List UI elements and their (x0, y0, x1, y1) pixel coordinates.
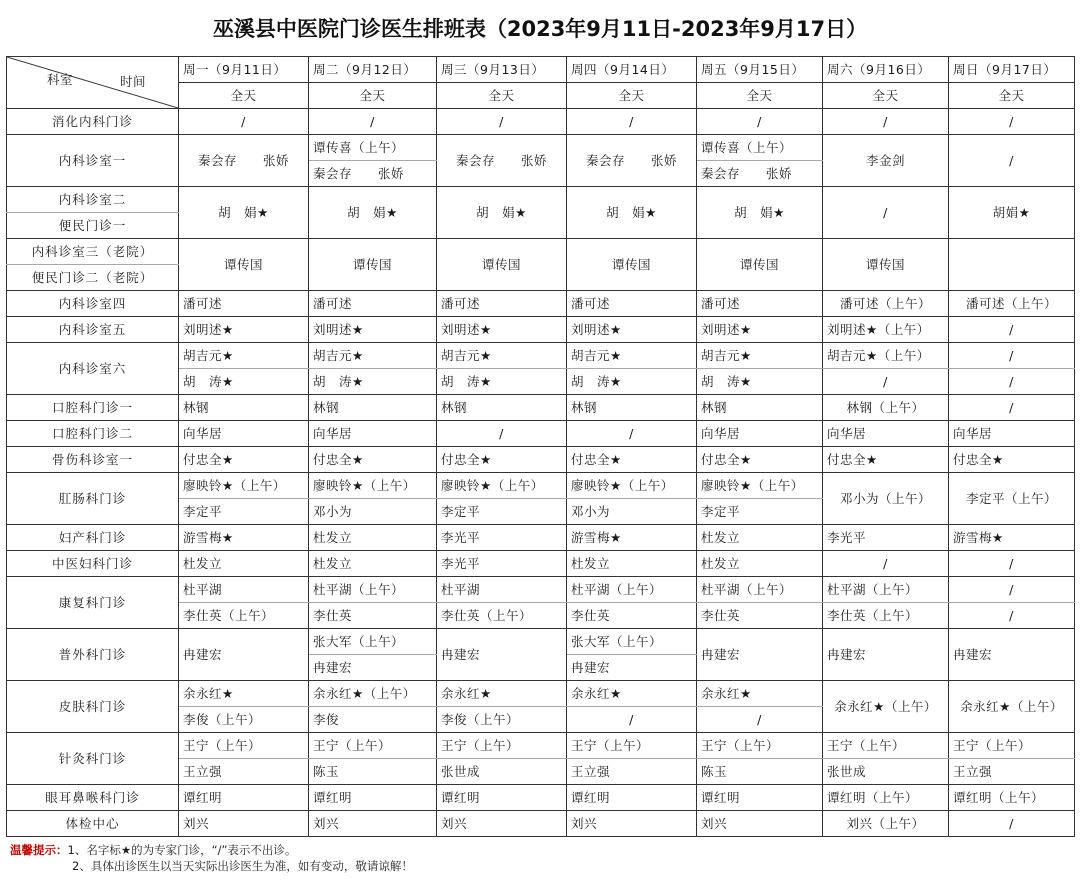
day-header: 周六（9月16日） (823, 57, 949, 83)
table-row (7, 811, 1075, 837)
schedule-cell: 冉建宏 (949, 629, 1075, 681)
schedule-cell: 李光平 (437, 551, 567, 577)
schedule-cell: / (949, 395, 1075, 421)
table-row (7, 629, 1075, 655)
schedule-cell: 陈玉 (309, 759, 437, 785)
note-text-1: 1、名字标★的为专家门诊，“/”表示不出诊。 (67, 843, 297, 857)
schedule-cell: 杜发立 (309, 551, 437, 577)
schedule-cell (949, 239, 1075, 291)
day-header: 周五（9月15日） (697, 57, 823, 83)
schedule-cell: 谭传国 (697, 239, 823, 291)
table-row (7, 343, 1075, 369)
schedule-cell: / (437, 109, 567, 135)
schedule-cell: 杜平湖（上午） (309, 577, 437, 603)
dept-label: 普外科门诊 (7, 629, 179, 681)
dept-label: 内科诊室一 (7, 135, 179, 187)
schedule-cell: 杜平湖 (179, 577, 309, 603)
table-row (7, 785, 1075, 811)
day-header: 周二（9月12日） (309, 57, 437, 83)
schedule-cell: 李光平 (823, 525, 949, 551)
schedule-cell: 李仕英 (309, 603, 437, 629)
schedule-cell: 游雪梅★ (949, 525, 1075, 551)
schedule-cell: 李定平（上午） (949, 473, 1075, 525)
schedule-cell: 向华居 (823, 421, 949, 447)
schedule-cell: 冉建宏 (697, 629, 823, 681)
schedule-cell: 冉建宏 (309, 655, 437, 681)
schedule-cell: 李定平 (697, 499, 823, 525)
schedule-cell: 廖映铃★（上午） (567, 473, 697, 499)
schedule-cell: 付忠全★ (697, 447, 823, 473)
schedule-cell: 谭红明（上午） (823, 785, 949, 811)
schedule-cell: 刘兴 (567, 811, 697, 837)
schedule-cell: 付忠全★ (949, 447, 1075, 473)
schedule-cell: / (823, 369, 949, 395)
schedule-cell: 余永红★ (437, 681, 567, 707)
schedule-cell: / (949, 135, 1075, 187)
schedule-cell: 胡 娟★ (567, 187, 697, 239)
schedule-cell: / (949, 551, 1075, 577)
period-cell: 全天 (949, 83, 1075, 109)
schedule-cell: 胡 涛★ (697, 369, 823, 395)
schedule-cell: 秦会存 张娇 (437, 135, 567, 187)
schedule-cell: / (949, 369, 1075, 395)
schedule-cell: 冉建宏 (437, 629, 567, 681)
schedule-cell: 向华居 (949, 421, 1075, 447)
schedule-cell: 胡 娟★ (697, 187, 823, 239)
schedule-cell: 胡 娟★ (309, 187, 437, 239)
schedule-cell: 邓小为（上午） (823, 473, 949, 525)
schedule-cell: 付忠全★ (309, 447, 437, 473)
schedule-cell: 刘兴 (697, 811, 823, 837)
dept-label: 康复科门诊 (7, 577, 179, 629)
schedule-table (6, 56, 1075, 837)
table-row (7, 577, 1075, 603)
dept-label: 中医妇科门诊 (7, 551, 179, 577)
schedule-cell: 邓小为 (567, 499, 697, 525)
schedule-cell: / (567, 421, 697, 447)
schedule-cell: 潘可述 (567, 291, 697, 317)
schedule-cell: / (697, 707, 823, 733)
schedule-cell: 刘兴 (437, 811, 567, 837)
schedule-cell: 王宁（上午） (179, 733, 309, 759)
schedule-cell: 杜发立 (309, 525, 437, 551)
schedule-cell: 李俊（上午） (179, 707, 309, 733)
day-header: 周日（9月17日） (949, 57, 1075, 83)
schedule-cell: / (567, 707, 697, 733)
schedule-cell: 廖映铃★（上午） (697, 473, 823, 499)
schedule-cell: 胡 涛★ (437, 369, 567, 395)
schedule-cell: 李仕英 (697, 603, 823, 629)
schedule-cell: / (567, 109, 697, 135)
schedule-cell: 刘明述★ (567, 317, 697, 343)
dept-label: 口腔科门诊二 (7, 421, 179, 447)
schedule-cell: 张大军（上午） (309, 629, 437, 655)
table-row (7, 187, 1075, 213)
schedule-cell: 冉建宏 (179, 629, 309, 681)
page-title: 巫溪县中医院门诊医生排班表（2023年9月11日-2023年9月17日） (212, 17, 868, 41)
dept-label: 肛肠科门诊 (7, 473, 179, 525)
schedule-cell: 向华居 (309, 421, 437, 447)
schedule-cell: 王立强 (567, 759, 697, 785)
schedule-cell: 谭传国 (179, 239, 309, 291)
schedule-cell: / (949, 343, 1075, 369)
note-line-1 (10, 842, 413, 858)
schedule-cell: 廖映铃★（上午） (437, 473, 567, 499)
schedule-cell: 李俊（上午） (437, 707, 567, 733)
schedule-cell: 谭红明（上午） (949, 785, 1075, 811)
dept-label: 妇产科门诊 (7, 525, 179, 551)
schedule-cell: 刘兴 (179, 811, 309, 837)
schedule-cell: 刘明述★ (309, 317, 437, 343)
schedule-cell: 李俊 (309, 707, 437, 733)
dept-label: 消化内科门诊 (7, 109, 179, 135)
schedule-cell: 谭红明 (309, 785, 437, 811)
schedule-cell: 秦会存 张娇 (179, 135, 309, 187)
schedule-cell: 潘可述 (437, 291, 567, 317)
schedule-cell: 谭传国 (437, 239, 567, 291)
schedule-cell: / (309, 109, 437, 135)
schedule-cell: 谭传国 (823, 239, 949, 291)
day-header: 周四（9月14日） (567, 57, 697, 83)
corner-cell (7, 57, 179, 109)
schedule-cell: 胡 涛★ (567, 369, 697, 395)
schedule-cell: 王宁（上午） (823, 733, 949, 759)
table-row (7, 109, 1075, 135)
schedule-cell: 廖映铃★（上午） (309, 473, 437, 499)
schedule-cell: 张世成 (437, 759, 567, 785)
period-cell: 全天 (179, 83, 309, 109)
schedule-cell: 胡 娟★ (179, 187, 309, 239)
schedule-cell: 潘可述 (179, 291, 309, 317)
schedule-cell: 杜平湖（上午） (823, 577, 949, 603)
schedule-cell: 谭红明 (697, 785, 823, 811)
schedule-cell: 刘明述★ (179, 317, 309, 343)
schedule-cell: 王宁（上午） (697, 733, 823, 759)
schedule-cell: 林钢 (567, 395, 697, 421)
dept-label: 便民门诊一 (7, 213, 179, 239)
schedule-cell: 杜发立 (179, 551, 309, 577)
schedule-cell: / (179, 109, 309, 135)
schedule-cell: 余永红★（上午） (823, 681, 949, 733)
dept-label: 内科诊室三（老院） (7, 239, 179, 265)
schedule-cell: 潘可述（上午） (949, 291, 1075, 317)
schedule-cell: 谭红明 (179, 785, 309, 811)
schedule-cell: 李金剑 (823, 135, 949, 187)
dept-label: 内科诊室五 (7, 317, 179, 343)
schedule-cell: 林钢 (697, 395, 823, 421)
schedule-cell: 刘兴（上午） (823, 811, 949, 837)
schedule-cell: 林钢 (437, 395, 567, 421)
schedule-cell: 谭传喜（上午） (697, 135, 823, 161)
schedule-cell: 谭传国 (567, 239, 697, 291)
schedule-cell: 余永红★（上午） (949, 681, 1075, 733)
schedule-cell: 王宁（上午） (949, 733, 1075, 759)
schedule-cell: 胡 涛★ (309, 369, 437, 395)
schedule-cell: 杜平湖（上午） (697, 577, 823, 603)
schedule-cell: 谭红明 (567, 785, 697, 811)
schedule-cell: 付忠全★ (567, 447, 697, 473)
schedule-cell: 王宁（上午） (309, 733, 437, 759)
schedule-cell: 胡娟★ (949, 187, 1075, 239)
table-row (7, 239, 1075, 265)
schedule-cell: 游雪梅★ (179, 525, 309, 551)
dept-label: 皮肤科门诊 (7, 681, 179, 733)
table-row (7, 551, 1075, 577)
schedule-cell: 潘可述 (309, 291, 437, 317)
schedule-cell: 付忠全★ (823, 447, 949, 473)
schedule-cell: 林钢（上午） (823, 395, 949, 421)
table-row (7, 473, 1075, 499)
schedule-cell: / (949, 317, 1075, 343)
schedule-cell: 胡 娟★ (437, 187, 567, 239)
schedule-cell: 王立强 (949, 759, 1075, 785)
table-row (7, 317, 1075, 343)
schedule-cell: / (949, 109, 1075, 135)
period-cell: 全天 (309, 83, 437, 109)
table-row (7, 525, 1075, 551)
schedule-cell: 杜发立 (697, 525, 823, 551)
schedule-cell: 杜发立 (697, 551, 823, 577)
notes (10, 842, 413, 874)
schedule-cell: 刘明述★ (697, 317, 823, 343)
schedule-cell: 陈玉 (697, 759, 823, 785)
schedule-cell: 余永红★ (567, 681, 697, 707)
day-header: 周三（9月13日） (437, 57, 567, 83)
schedule-cell: 余永红★ (179, 681, 309, 707)
schedule-cell: 李光平 (437, 525, 567, 551)
schedule-cell: 付忠全★ (179, 447, 309, 473)
schedule-cell: 付忠全★ (437, 447, 567, 473)
schedule-cell: 游雪梅★ (567, 525, 697, 551)
schedule-cell: 李仕英（上午） (823, 603, 949, 629)
dept-label: 体检中心 (7, 811, 179, 837)
schedule-cell: 邓小为 (309, 499, 437, 525)
schedule-cell: 李定平 (437, 499, 567, 525)
schedule-cell: 杜平湖 (437, 577, 567, 603)
table-row (7, 733, 1075, 759)
dept-label: 口腔科门诊一 (7, 395, 179, 421)
schedule-cell: 秦会存 张娇 (567, 135, 697, 187)
schedule-cell: 李仕英 (567, 603, 697, 629)
period-cell: 全天 (823, 83, 949, 109)
dept-label: 内科诊室六 (7, 343, 179, 395)
schedule-cell: 向华居 (697, 421, 823, 447)
table-row (7, 291, 1075, 317)
diagonal-line (7, 57, 178, 108)
schedule-cell: 冉建宏 (567, 655, 697, 681)
note-line-2: 2、具体出诊医生以当天实际出诊医生为准，如有变动，敬请谅解！ (72, 859, 413, 873)
table-row (7, 421, 1075, 447)
schedule-cell: 王立强 (179, 759, 309, 785)
table-row (7, 447, 1075, 473)
schedule-cell: 廖映铃★（上午） (179, 473, 309, 499)
schedule-cell: 李定平 (179, 499, 309, 525)
schedule-cell: 余永红★ (697, 681, 823, 707)
schedule-cell: / (949, 577, 1075, 603)
schedule-cell: / (823, 109, 949, 135)
schedule-cell: 秦会存 张娇 (697, 161, 823, 187)
schedule-cell: 谭传喜（上午） (309, 135, 437, 161)
schedule-cell: 胡吉元★ (309, 343, 437, 369)
schedule-cell: / (697, 109, 823, 135)
header-row-days (7, 57, 1075, 83)
schedule-cell: 胡吉元★ (437, 343, 567, 369)
schedule-cell: 谭传国 (309, 239, 437, 291)
schedule-cell: 杜平湖（上午） (567, 577, 697, 603)
period-cell: 全天 (437, 83, 567, 109)
dept-label: 内科诊室二 (7, 187, 179, 213)
schedule-cell: 胡吉元★（上午） (823, 343, 949, 369)
schedule-cell: 刘明述★（上午） (823, 317, 949, 343)
schedule-cell: / (823, 551, 949, 577)
schedule-cell: 胡吉元★ (567, 343, 697, 369)
dept-label: 内科诊室四 (7, 291, 179, 317)
schedule-cell: / (437, 421, 567, 447)
period-cell: 全天 (697, 83, 823, 109)
schedule-cell: 潘可述 (697, 291, 823, 317)
table-row (7, 395, 1075, 421)
schedule-cell: 向华居 (179, 421, 309, 447)
schedule-cell: 胡吉元★ (697, 343, 823, 369)
dept-label: 针灸科门诊 (7, 733, 179, 785)
schedule-cell: 王宁（上午） (567, 733, 697, 759)
table-row (7, 135, 1075, 161)
schedule-cell: 潘可述（上午） (823, 291, 949, 317)
period-cell: 全天 (567, 83, 697, 109)
schedule-cell: / (949, 811, 1075, 837)
schedule-cell: 刘明述★ (437, 317, 567, 343)
schedule-cell: 王宁（上午） (437, 733, 567, 759)
dept-label: 眼耳鼻喉科门诊 (7, 785, 179, 811)
schedule-cell: 张世成 (823, 759, 949, 785)
day-header: 周一（9月11日） (179, 57, 309, 83)
table-row (7, 681, 1075, 707)
schedule-cell: 胡吉元★ (179, 343, 309, 369)
schedule-cell: 余永红★（上午） (309, 681, 437, 707)
schedule-cell: 李仕英（上午） (437, 603, 567, 629)
header-time-label: 时间 (120, 74, 147, 89)
schedule-cell: 李仕英（上午） (179, 603, 309, 629)
schedule-cell: 秦会存 张娇 (309, 161, 437, 187)
schedule-cell: 谭红明 (437, 785, 567, 811)
notes-label: 温馨提示： (10, 843, 68, 857)
schedule-cell: / (823, 187, 949, 239)
schedule-cell: 杜发立 (567, 551, 697, 577)
schedule-cell: 冉建宏 (823, 629, 949, 681)
header-dept-label: 科室 (47, 72, 74, 87)
schedule-cell: 刘兴 (309, 811, 437, 837)
dept-label: 便民门诊二（老院） (7, 265, 179, 291)
schedule-cell: 张大军（上午） (567, 629, 697, 655)
schedule-cell: 林钢 (309, 395, 437, 421)
schedule-cell: 胡 涛★ (179, 369, 309, 395)
schedule-cell: 林钢 (179, 395, 309, 421)
dept-label: 骨伤科诊室一 (7, 447, 179, 473)
schedule-cell: / (949, 603, 1075, 629)
